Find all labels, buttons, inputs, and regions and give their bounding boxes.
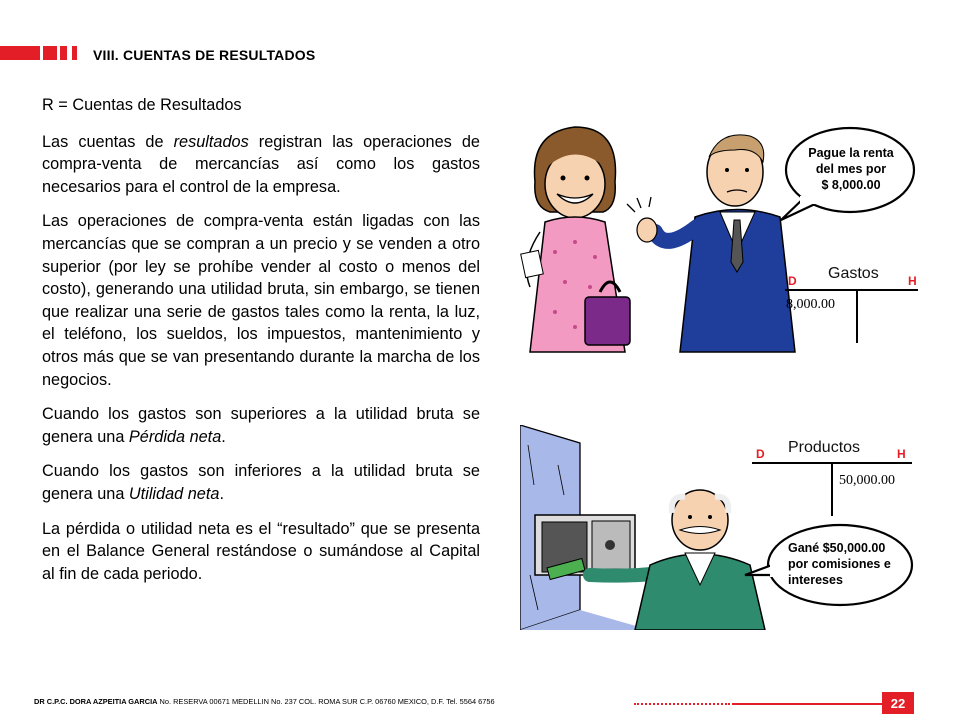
bubble-bottom-line-1: Gané $50,000.00 <box>788 541 886 555</box>
gastos-debit-amount: 8,000.00 <box>786 297 835 312</box>
heading: R = Cuentas de Resultados <box>42 96 242 114</box>
footer-solid-rule <box>732 703 882 705</box>
paragraph-5: La pérdida o utilidad neta es el “resultado” que se presenta en el Balance General restándose o sumándose al Capital al fin de cada periodo. <box>42 519 480 583</box>
productos-title: Productos <box>788 439 861 456</box>
footer-text: DR C.P.C. DORA AZPEITIA GARCIA No. RESERVA 00671 MEDELLIN No. 237 COL. ROMA SUR C.P. 06760 MEXICO, D.F. Tel. 5564 6756 <box>34 697 495 706</box>
productos-credit-amount: 50,000.00 <box>839 473 895 488</box>
footer-dotted-rule <box>634 703 730 705</box>
bubble-top-line-1: Pague la renta <box>808 146 894 160</box>
productos-credit-label: H <box>897 447 906 461</box>
gastos-debit-label: D <box>788 274 797 288</box>
productos-t-vertical <box>831 462 833 516</box>
bubble-bottom-line-3: intereses <box>788 573 843 587</box>
bubble-top-line-2: del mes por <box>815 162 887 176</box>
page-number: 22 <box>882 692 914 714</box>
bubble-top-line-3: $ 8,000.00 <box>821 178 881 192</box>
paragraph-4: Cuando los gastos son inferiores a la utilidad bruta se genera una Utilidad neta. <box>42 462 480 503</box>
main-text <box>42 94 480 597</box>
gastos-t-horizontal <box>785 289 918 291</box>
gastos-t-vertical <box>856 289 858 343</box>
productos-debit-label: D <box>756 447 765 461</box>
section-title: VIII. CUENTAS DE RESULTADOS <box>93 47 316 63</box>
bubble-bottom-line-2: por comisiones e <box>788 557 891 571</box>
paragraph-3: Cuando los gastos son superiores a la utilidad bruta se genera una Pérdida neta. <box>42 405 480 446</box>
paragraph-1: Las cuentas de resultados registran las operaciones de compra-venta de mercancías así como los gastos necesarios para el control de la empresa. <box>42 132 480 196</box>
gastos-credit-label: H <box>908 274 917 288</box>
paragraph-2: Las operaciones de compra-venta están ligadas con las mercancías que se compran a un precio y se venden a otro superior (por ley se prohíbe vender al costo o menos del costo), generando una utilidad bruta, sin embargo, se tienen que realizar una serie de gastos tales como la renta, la luz, el teléfono, los sueldos, los impuestos, mantenimiento y otros más que se van presentando durante la marcha de los negocios. <box>42 212 480 389</box>
rent-payment-illustration <box>515 112 920 362</box>
gastos-title: Gastos <box>828 265 879 282</box>
